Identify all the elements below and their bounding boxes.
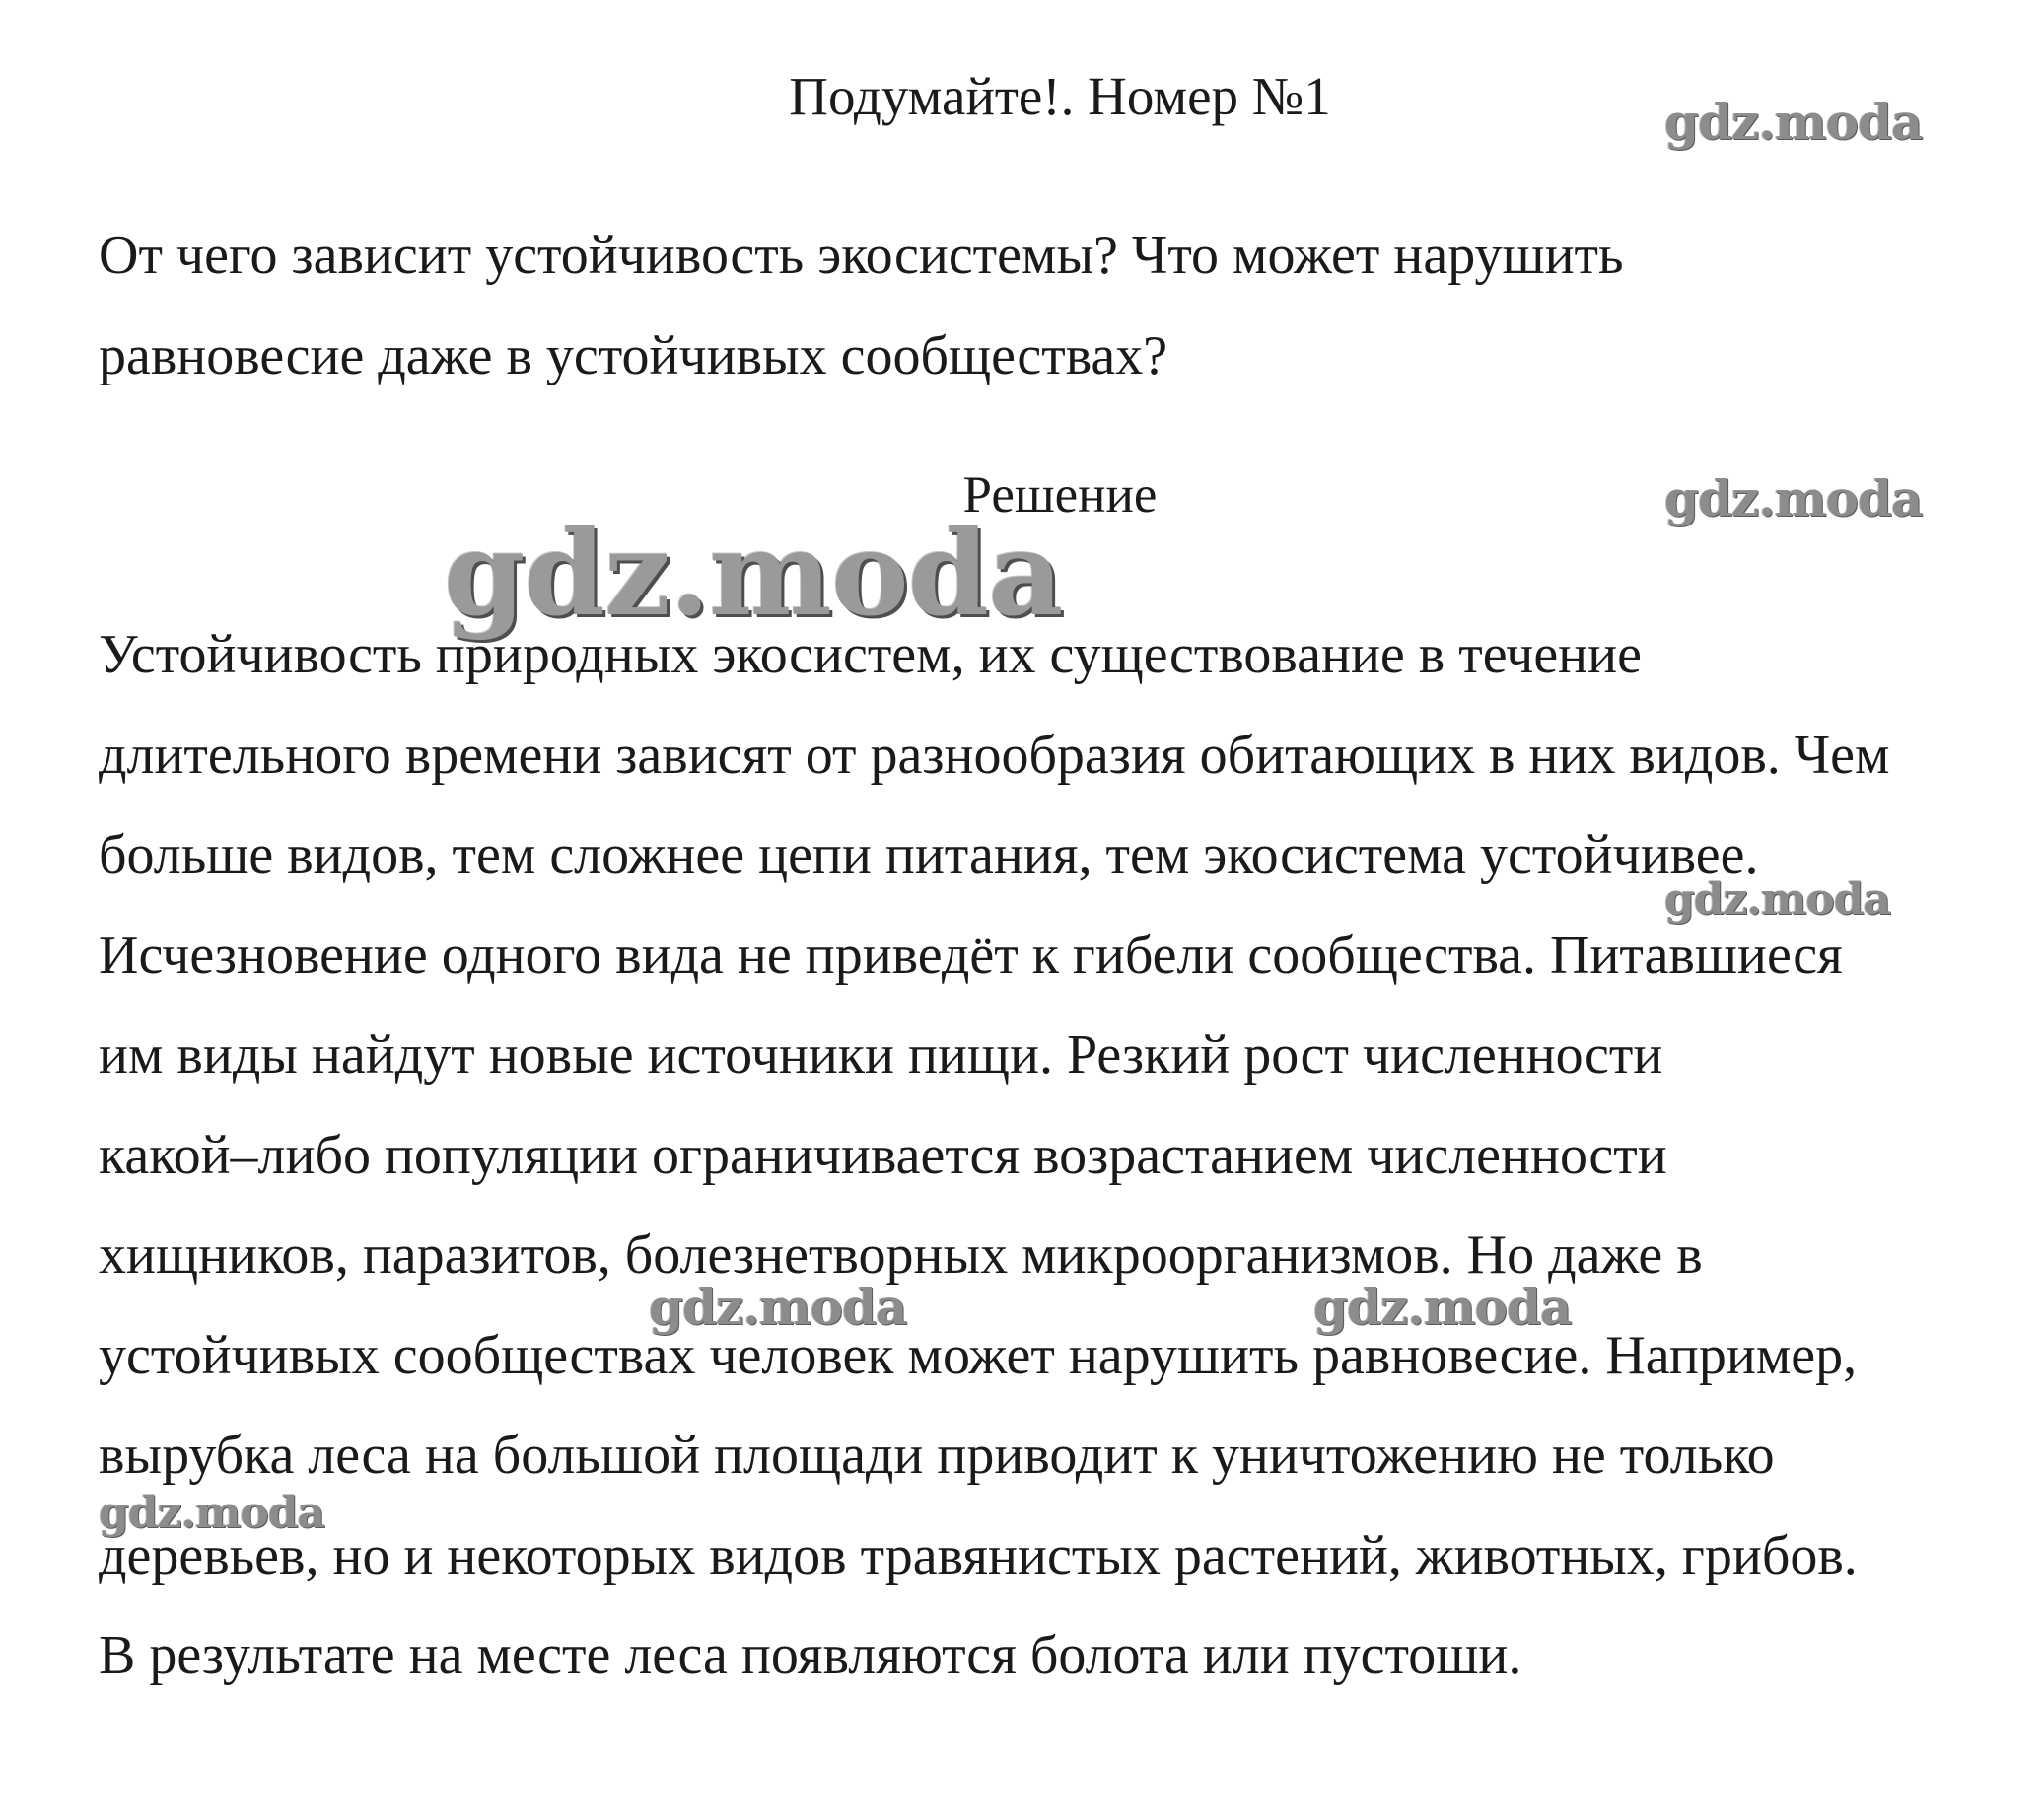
- watermark: gdz.moda: [1664, 875, 1891, 925]
- answer-line: вырубка леса на большой площади приводит к уничтожению не только: [99, 1425, 1775, 1486]
- answer-line: В результате на месте леса появляются болота или пустоши.: [99, 1625, 1522, 1686]
- answer-line: им виды найдут новые источники пищи. Резкий рост численности: [99, 1024, 1663, 1085]
- answer-text: [99, 605, 2021, 1707]
- watermark: gdz.moda: [1664, 93, 1923, 151]
- watermark: gdz.moda: [99, 1488, 325, 1538]
- answer-line: длительного времени зависят от разнообразия обитающих в них видов. Чем: [99, 724, 1890, 786]
- answer-line: какой–либо популяции ограничивается возрастанием численности: [99, 1124, 1667, 1186]
- watermark-large: gdz.moda: [444, 505, 1063, 642]
- answer-line: устойчивых сообществах человек может нарушить равновесие. Например,: [99, 1324, 1858, 1386]
- watermark: gdz.moda: [1664, 469, 1923, 527]
- question-text: [99, 205, 2021, 406]
- question-line: равновесие даже в устойчивых сообществах?: [99, 325, 1168, 386]
- page-title: Подумайте!. Номер №1: [789, 66, 1331, 126]
- answer-line: деревьев, но и некоторых видов травянистых растений, животных, грибов.: [99, 1524, 1858, 1586]
- question-line: От чего зависит устойчивость экосистемы? Что может нарушить: [99, 225, 1624, 286]
- answer-line: больше видов, тем сложнее цепи питания, тем экосистема устойчивее.: [99, 824, 1759, 885]
- watermark: gdz.moda: [1313, 1278, 1572, 1336]
- solution-heading: Решение: [962, 466, 1158, 524]
- answer-line: хищников, паразитов, болезнетворных микроорганизмов. Но даже в: [99, 1225, 1703, 1286]
- answer-line: Устойчивость природных экосистем, их существование в течение: [99, 624, 1642, 685]
- watermark: gdz.moda: [649, 1278, 907, 1336]
- answer-line: Исчезновение одного вида не приведёт к гибели сообщества. Питавшиеся: [99, 924, 1843, 986]
